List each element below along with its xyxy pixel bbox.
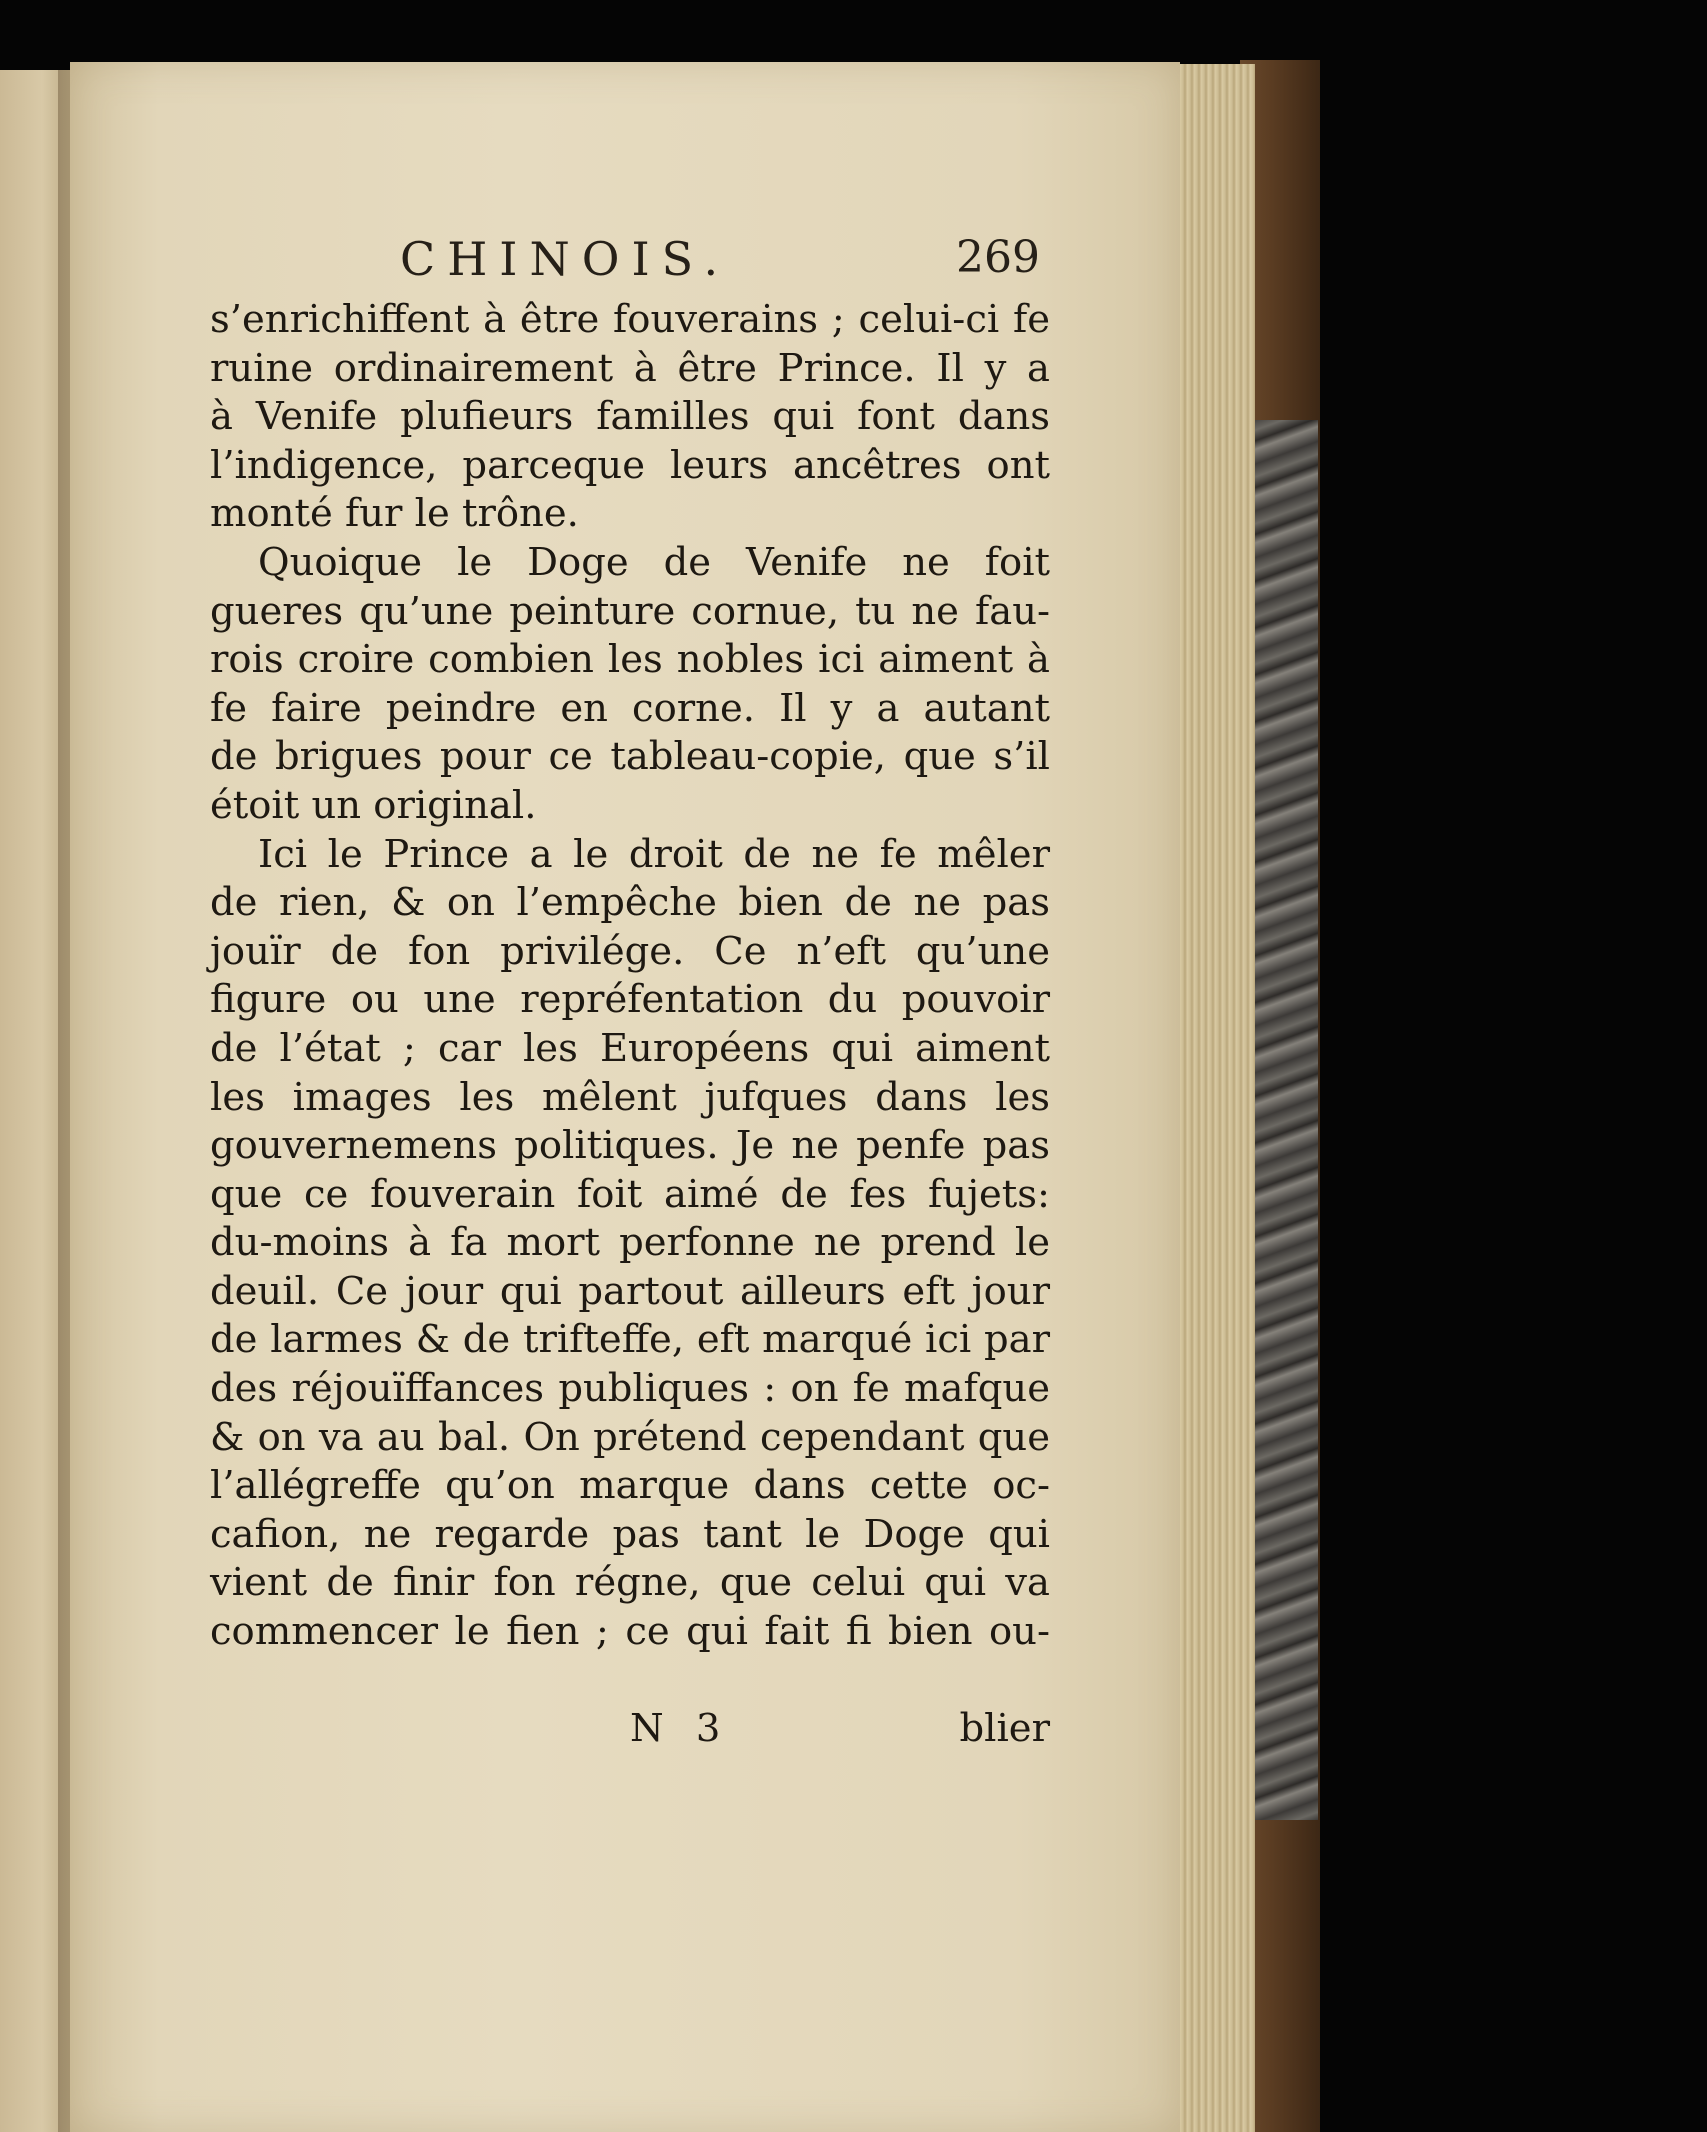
text-line: que ce fouverain foit aimé de fes fujets: [210,1171,1050,1217]
text-line: de rien, & on l’empêche bien de ne pas [210,880,1050,926]
text-line: étoit un original. [210,782,537,828]
text-line: figure ou une repréfentation du pouvoir [210,977,1050,1023]
catchword: blier [959,1706,1050,1751]
text-line: de brigues pour ce tableau-copie, que s’il [210,734,1050,780]
text-line: les images les mêlent jufques dans les [210,1074,1050,1120]
text-line: jouïr de fon privilége. Ce n’eft qu’une [210,928,1050,974]
body-text [210,296,1050,1657]
text-line: l’indigence, parceque leurs ancêtres ont [210,442,1050,488]
text-line: Quoique le Doge de Venife ne foit [258,539,1050,585]
text-line: deuil. Ce jour qui partout ailleurs eft jour [210,1268,1050,1314]
text-line: Ici le Prince a le droit de ne fe mêler [258,831,1050,877]
text-line: gouvernemens politiques. Je ne penfe pas [210,1123,1050,1169]
text-line: des réjouïffances publiques : on fe mafque [210,1366,1050,1412]
signature-mark: N 3 [630,1706,731,1751]
text-line: de larmes & de trifteffe, eft marqué ici par [210,1317,1050,1363]
text-line: fe faire peindre en corne. Il y a autant [210,685,1050,731]
text-line: rois croire combien les nobles ici aiment à [210,637,1050,683]
text-line: & on va au bal. On prétend cependant que [210,1414,1050,1460]
text-line: de l’état ; car les Européens qui aiment [210,1025,1050,1071]
text-line: s’enrichiffent à être fouverains ; celui-ci fe [210,297,1050,342]
page-edges [1180,64,1255,2132]
marbled-board [1248,420,1318,1820]
text-line: du-moins à fa mort perfonne ne prend le [210,1220,1050,1266]
page-footer [210,1706,1050,1762]
text-line: gueres qu’une peinture cornue, tu ne fau- [210,588,1050,634]
text-line: ruine ordinairement à être Prince. Il y a [210,345,1050,391]
page-number: 269 [956,232,1040,283]
text-line: à Venife plufieurs familles qui font dans [210,394,1050,440]
text-line: cafion, ne regarde pas tant le Doge qui [210,1511,1050,1557]
text-line: vient de finir fon régne, que celui qui va [210,1560,1050,1606]
page-header [400,232,1040,292]
running-head: CHINOIS. [400,232,731,286]
text-line: commencer le fien ; ce qui fait fi bien ou- [210,1609,1050,1655]
text-line: monté fur le trône. [210,491,579,537]
text-line: l’allégreffe qu’on marque dans cette oc- [210,1463,1050,1509]
